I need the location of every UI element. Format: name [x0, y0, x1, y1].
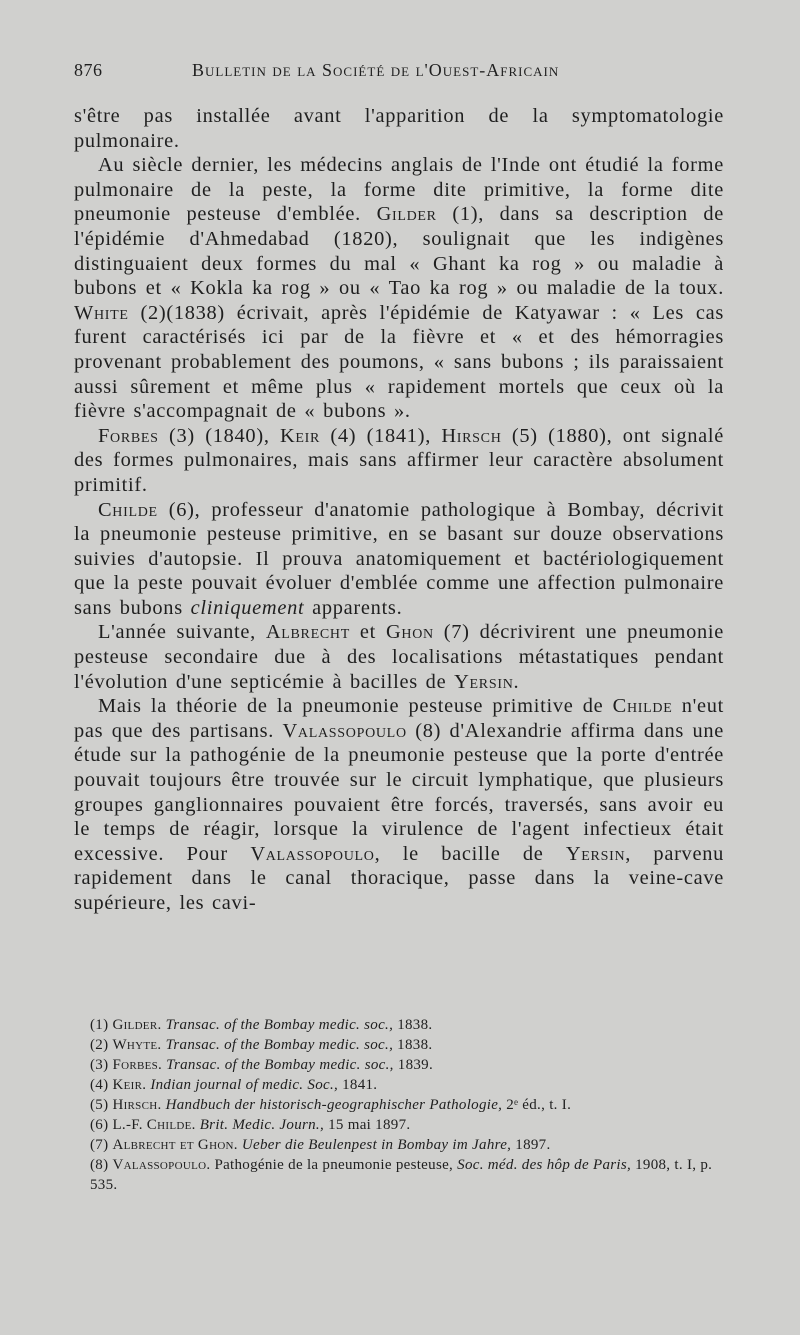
footnote: [74, 1055, 724, 1075]
footnote-author: Forbes.: [112, 1057, 163, 1073]
paragraph-4: [74, 498, 724, 621]
footnote-number: (5): [90, 1097, 109, 1113]
footnote-title: Ueber die Beulenpest in Bombay im Jahre,: [241, 1137, 512, 1153]
author-name: Yersin: [454, 670, 514, 693]
footnote: [74, 1135, 724, 1155]
footnote-author: Hirsch.: [112, 1097, 162, 1113]
text-span: (6), professeur d'anatomie pathologique à Bombay, décrivit la pneumonie pesteuse primitive, en se basant sur douze observations suivies d'autopsie. Il prouva anatomiquement et bactériologiquement que la peste pouvait évoluer d'emblée comme une affection pulmonaire sans bubons: [74, 498, 724, 619]
text-span: (3) (1840),: [158, 424, 280, 447]
footnote-title: Transac. of the Bombay medic. soc.,: [166, 1057, 394, 1073]
footnote-author: L.-F. Childe.: [112, 1117, 196, 1133]
footnote: [74, 1035, 724, 1055]
footnote-rest: 1839.: [393, 1057, 434, 1073]
author-name: Albrecht: [265, 621, 350, 644]
author-name: Valassopoulo: [282, 719, 407, 742]
footnote: [74, 1095, 724, 1115]
footnote-title: Transac. of the Bombay medic. soc.,: [165, 1017, 394, 1033]
author-name: Gilder: [376, 203, 437, 226]
footnote: [74, 1115, 724, 1135]
footnote-rest: 1838.: [393, 1017, 433, 1033]
text-span: (2)(1838) écrivait, après l'épidémie de Katyawar : « Les cas furent caractérisés ici par de la fièvre et « et des hémorragies provenant probablement des poumons, « sans bubons ; ils paraissaient aussi sûrement et même plus « rapidement mortels que ceux où la fièvre s'accompagnait de « bubons ».: [74, 301, 724, 423]
footnote-number: (7): [90, 1137, 109, 1153]
text-span: , parvenu rapidement dans le canal thoracique, passe dans la veine-cave supérieure, les cavi-: [74, 842, 724, 914]
author-name: Yersin: [565, 842, 626, 865]
footnote-title: Brit. Medic. Journ.,: [199, 1117, 325, 1133]
body-text: [74, 104, 724, 916]
text-span: s'être pas installée avant l'apparition de la symptomatologie pulmonaire.: [74, 105, 724, 152]
footnote-rest: 15 mai 1897.: [324, 1117, 411, 1133]
author-name: Childe: [612, 695, 673, 718]
footnote-rest: 1838.: [393, 1037, 433, 1053]
footnote: [74, 1015, 724, 1035]
footnote-title: Transac. of the Bombay medic. soc.,: [165, 1037, 394, 1053]
paragraph-2: [74, 153, 724, 424]
text-span: (8) d'Alexandrie affirma dans une étude sur la pathogénie de la pneumonie pesteuse que la porte d'entrée pouvait toujours être trouvée sur le circuit lymphatique, que plusieurs groupes ganglionnaires pouvaient être forcés, traversés, sans avoir eu le temps de réagir, lorsque la virulence de l'agent infectieux était excessive. Pour: [74, 719, 724, 865]
footnote-number: (8): [90, 1157, 109, 1173]
page-number: 876: [74, 60, 103, 80]
paragraph-6: [74, 694, 724, 915]
footnote-rest: 1908, t. I, p. 535.: [90, 1157, 713, 1193]
footnote-number: (4): [90, 1077, 109, 1093]
footnote: [74, 1155, 724, 1195]
footnote-author: Keir.: [112, 1077, 147, 1093]
footnote-rest: 1897.: [511, 1137, 551, 1153]
footnote-author: Valassopoulo.: [112, 1157, 211, 1173]
author-name: Hirsch: [441, 424, 502, 447]
text-span: (5) (1880), ont signalé des formes pulmonaires, mais sans affirmer leur caractère absolument primitif.: [74, 424, 724, 496]
footnote-title-plain: Pathogénie de la pneumonie pesteuse,: [210, 1157, 458, 1173]
paragraph-5: [74, 620, 724, 694]
text-span: .: [513, 670, 520, 693]
text-span: L'année suivante,: [98, 621, 266, 644]
text-span: apparents.: [304, 596, 403, 619]
footnote-number: (6): [90, 1117, 109, 1133]
footnote: [74, 1075, 724, 1095]
author-name: White: [74, 301, 129, 324]
footnote-author: Whyte.: [112, 1037, 162, 1053]
footnote-number: (1): [90, 1017, 109, 1033]
text-span: et: [349, 621, 386, 644]
author-name: Forbes: [98, 424, 159, 447]
footnote-author: Gilder.: [112, 1017, 162, 1033]
footnote-author: Albrecht et Ghon.: [112, 1137, 238, 1153]
text-span: (4) (1841),: [320, 424, 442, 447]
footnote-rest: 1841.: [338, 1077, 378, 1093]
footnotes: [74, 1015, 724, 1195]
running-title: Bulletin de la Société de l'Ouest-Africain: [192, 60, 560, 80]
paragraph-1: [74, 104, 724, 153]
footnote-title: Soc. méd. des hôp de Paris,: [457, 1157, 632, 1173]
emphasis-text: cliniquement: [190, 596, 305, 619]
footnote-number: (3): [90, 1057, 109, 1073]
footnote-number: (2): [90, 1037, 109, 1053]
footnote-title: Handbuch der historisch-geographischer Pathologie,: [165, 1097, 503, 1113]
footnote-rest: 2ᵉ éd., t. I.: [502, 1097, 572, 1113]
paragraph-3: [74, 424, 724, 498]
text-span: (1), dans sa description de l'épidémie d'Ahmedabad (1820), soulignait que les indigènes distinguaient deux formes du mal « Ghant ka rog » ou maladie à bubons et « Kokla ka rog » ou « Tao ka rog » ou maladie de la toux.: [74, 203, 724, 300]
text-span: Au siècle dernier, les médecins anglais de l'Inde ont étudié la forme pulmonaire de la peste, la forme dite primitive, la forme dite pneumonie pesteuse d'emblée.: [74, 154, 724, 226]
text-span: , le bacille de: [374, 842, 566, 865]
text-span: n'eut pas que des partisans.: [74, 695, 724, 742]
text-span: Mais la théorie de la pneumonie pesteuse primitive de: [98, 695, 613, 718]
author-name: Valassopoulo: [250, 842, 375, 865]
author-name: Childe: [98, 498, 158, 521]
footnote-title: Indian journal of medic. Soc.,: [150, 1077, 339, 1093]
text-span: (7) décrivirent une pneumonie pesteuse secondaire due à des localisations métastatiques pendant l'évolution d'une septicémie à bacilles de: [74, 621, 724, 693]
author-name: Ghon: [385, 621, 434, 644]
author-name: Keir: [279, 424, 321, 447]
